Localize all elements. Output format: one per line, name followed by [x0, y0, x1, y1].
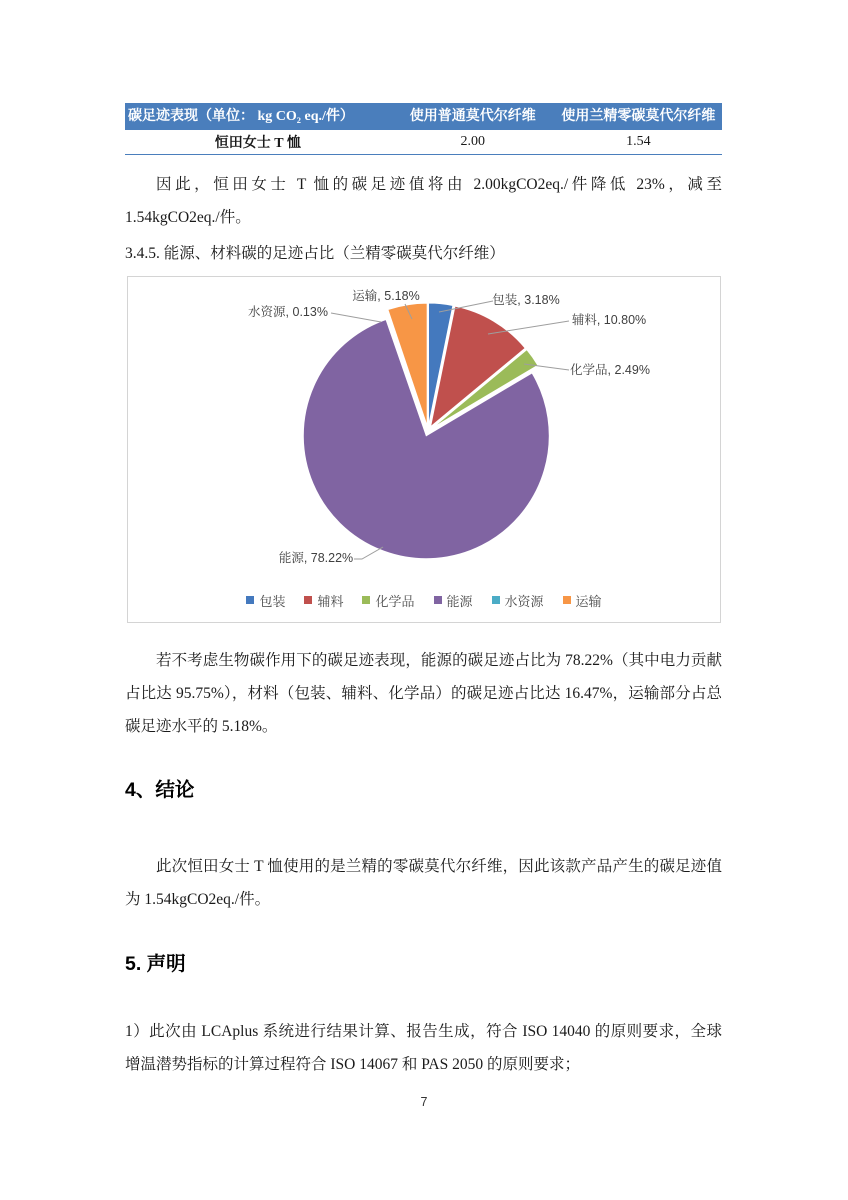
legend-item-5: [563, 591, 602, 610]
table-header-row: [125, 103, 722, 130]
legend-marker-icon: [362, 596, 370, 604]
legend-label: 水资源: [504, 593, 544, 609]
paragraph-conclusion: 此次恒田女士 T 恤使用的是兰精的零碳莫代尔纤维，因此该款产品产生的碳足迹值为 1.54kgCO2eq./件。: [125, 857, 722, 908]
pie-data-label-2: 化学品, 2.49%: [570, 362, 650, 377]
paragraph-statement-1: 1）此次由 LCAplus 系统进行结果计算、报告生成，符合 ISO 14040 的原则要求，全球增温潜势指标的计算过程符合 ISO 14067 和 PAS 2050 的原则要求；: [125, 1022, 722, 1073]
paragraph-reduction: 因此，恒田女士 T 恤的碳足迹值将由 2.00kgCO2eq./件降低 23%，减至 1.54kgCO2eq./件。: [125, 175, 722, 226]
legend-label: 能源: [446, 593, 473, 609]
page-content: [125, 103, 722, 1081]
legend-label: 辅料: [317, 593, 344, 609]
paragraph-footprint-share: 若不考虑生物碳作用下的碳足迹表现，能源的碳足迹占比为 78.22%（其中电力贡献占比达 95.75%），材料（包装、辅料、化学品）的碳足迹占比达 16.47%，运输部分占总碳足迹水平的 5.18%。: [125, 651, 722, 735]
pie-data-label-3: 能源, 78.22%: [278, 550, 354, 565]
legend-marker-icon: [246, 596, 254, 604]
table-header-normal-modal: 使用普通莫代尔纤维: [391, 103, 555, 130]
section-heading-conclusion: 4、结论: [125, 778, 195, 801]
pie-data-label-0: 包装, 3.18%: [492, 292, 560, 307]
table-header-zero-carbon-modal: 使用兰精零碳莫代尔纤维: [555, 103, 722, 130]
table-row: [125, 130, 722, 154]
section-heading-statement: 5. 声明: [125, 952, 186, 975]
page-number: 7: [420, 1095, 428, 1109]
legend-label: 化学品: [375, 593, 415, 609]
pie-leader-line-4: [331, 313, 381, 322]
carbon-footprint-table: [125, 103, 722, 155]
legend-item-2: [362, 591, 414, 610]
legend-label: 包装: [259, 593, 286, 609]
pie-chart-figure: [127, 276, 721, 623]
table-header-metric: 碳足迹表现（单位： kg CO₂ eq./件）: [125, 103, 391, 130]
legend-marker-icon: [563, 596, 571, 604]
pie-data-label-1: 辅料, 10.80%: [571, 312, 647, 327]
legend-item-1: [304, 591, 343, 610]
pie-data-label-5: 运输, 5.18%: [352, 288, 420, 303]
legend-item-3: [434, 591, 473, 610]
legend-marker-icon: [304, 596, 312, 604]
legend-marker-icon: [434, 596, 442, 604]
legend-marker-icon: [492, 596, 500, 604]
pie-data-label-4: 水资源, 0.13%: [248, 304, 328, 319]
value-zero-carbon-cell: 1.54: [555, 130, 722, 154]
legend-label: 运输: [575, 593, 602, 609]
pie-chart-canvas: [128, 277, 720, 577]
chart-legend: [128, 591, 720, 610]
legend-item-0: [246, 591, 285, 610]
product-name-cell: 恒田女士 T 恤: [125, 130, 391, 154]
legend-item-4: [492, 591, 544, 610]
value-normal-cell: 2.00: [391, 130, 555, 154]
section-heading-3-4-5: 3.4.5. 能源、材料碳的足迹占比（兰精零碳莫代尔纤维）: [125, 244, 505, 262]
